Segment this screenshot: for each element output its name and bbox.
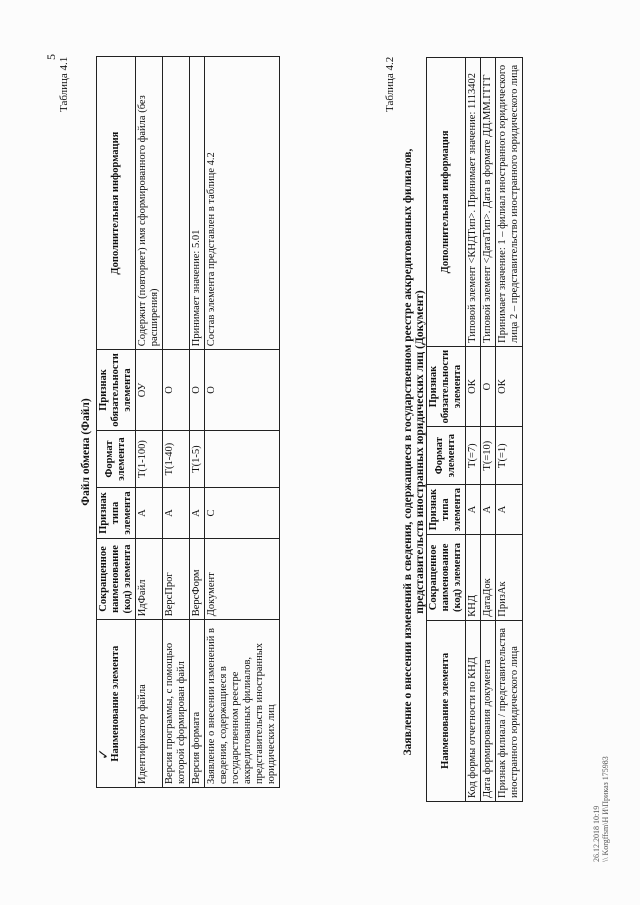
table-cell: Т(1-100) [136, 430, 163, 488]
table-cell: Т(1-5) [190, 430, 205, 488]
table-row [163, 57, 190, 788]
footer-note [592, 756, 610, 862]
table2-header: Наименование элемента [427, 620, 466, 801]
table-row [136, 57, 163, 788]
table1 [96, 56, 280, 788]
table-cell: ВерсПрог [163, 538, 190, 620]
table-cell: Документ [205, 538, 280, 620]
table-cell: Состав элемента представлен в таблице 4.2 [205, 57, 280, 350]
table-cell: А [466, 484, 481, 534]
footer-note-line: 26.12.2018 10:19 [592, 805, 601, 862]
table-cell: Типовой элемент <КНДТип>. Принимает значение: 1113402 [466, 58, 481, 347]
table2-header: Сокращенное наименование (код) элемента [427, 535, 466, 620]
table-cell: Идентификатор файла [136, 620, 163, 788]
table-cell: А [481, 484, 496, 534]
handwritten-check-mark: ✓ [97, 748, 112, 760]
table-cell: Типовой элемент <ДатаТип>. Дата в формате ДД.ММ.ГГГГ [481, 58, 496, 347]
table-cell: Код формы отчетности по КНД [466, 620, 481, 801]
rotated-document [20, 12, 620, 892]
table-cell: А [190, 488, 205, 538]
table-cell: Т(=10) [481, 427, 496, 485]
table-cell: А [496, 484, 523, 534]
table-cell [163, 57, 190, 350]
table2-header: Признак обязательности элемента [427, 346, 466, 427]
table-cell: О [481, 346, 496, 427]
table-row [496, 58, 523, 802]
table-cell: Признак филиала / представительства иностранного юридического лица [496, 620, 523, 801]
table-cell: Т(=7) [466, 427, 481, 485]
table-row [205, 57, 280, 788]
table-cell: А [163, 488, 190, 538]
table2-header: Признак типа элемента [427, 484, 466, 534]
table2-header: Формат элемента [427, 427, 466, 485]
table-cell: О [163, 350, 190, 431]
table-cell: ВерсФорм [190, 538, 205, 620]
table-cell: ОК [466, 346, 481, 427]
table-cell: Заявление о внесении изменений в сведения, содержащиеся в государственном реестре аккредитованных филиалов, представительств иностранных юридических лиц [205, 620, 280, 788]
table-cell: ОУ [136, 350, 163, 431]
table2-header: Дополнительная информация [427, 58, 466, 347]
table-cell [205, 430, 280, 488]
table1-caption: Таблица 4.1 [58, 56, 70, 112]
table1-title: Файл обмена (Файл) [80, 398, 92, 506]
table-cell: О [205, 350, 280, 431]
table-cell: Дата формирования документа [481, 620, 496, 801]
table-cell: О [190, 350, 205, 431]
table2-caption: Таблица 4.2 [384, 56, 396, 112]
table-cell: Версия программы, с помощью которой сформирован файл [163, 620, 190, 788]
table1-header: Дополнительная информация [97, 57, 136, 350]
table2-title: Заявление о внесении изменений в сведения, содержащиеся в государственном реестре аккредитованных филиалов, представительств иностранных юридических лиц (Документ) [402, 148, 426, 756]
table1-header: Сокращенное наименование (код) элемента [97, 538, 136, 620]
footer-note-line: \\ Korgffsm\Н И\Приказ 175983 [601, 756, 610, 862]
table-cell: Принимает значение: 5.01 [190, 57, 205, 350]
table2 [426, 57, 523, 802]
table1-header: Признак типа элемента [97, 488, 136, 538]
table-row [481, 58, 496, 802]
table2-header-row [427, 58, 466, 802]
table1-header: Наименование элемента [97, 620, 136, 788]
table-cell: ДатаДок [481, 535, 496, 620]
table-row [466, 58, 481, 802]
table-cell: ИдФайл [136, 538, 163, 620]
table-cell: Версия формата [190, 620, 205, 788]
table-cell: ПризАк [496, 535, 523, 620]
table-cell: Принимает значение: 1 – филиал иностранного юридического лица 2 – представительство иностранного юридического лица [496, 58, 523, 347]
table-row [190, 57, 205, 788]
table1-header: Формат элемента [97, 430, 136, 488]
table-cell: Содержит (повторяет) имя сформированного файла (без расширения) [136, 57, 163, 350]
table-cell: А [136, 488, 163, 538]
table1-header-row [97, 57, 136, 788]
table-cell: ОК [496, 346, 523, 427]
table-cell: Т(1-40) [163, 430, 190, 488]
table-cell: КНД [466, 535, 481, 620]
page-number: 5 [44, 54, 58, 60]
table1-header: Признак обязательности элемента [97, 350, 136, 431]
table-cell: Т(=1) [496, 427, 523, 485]
table-cell: С [205, 488, 280, 538]
